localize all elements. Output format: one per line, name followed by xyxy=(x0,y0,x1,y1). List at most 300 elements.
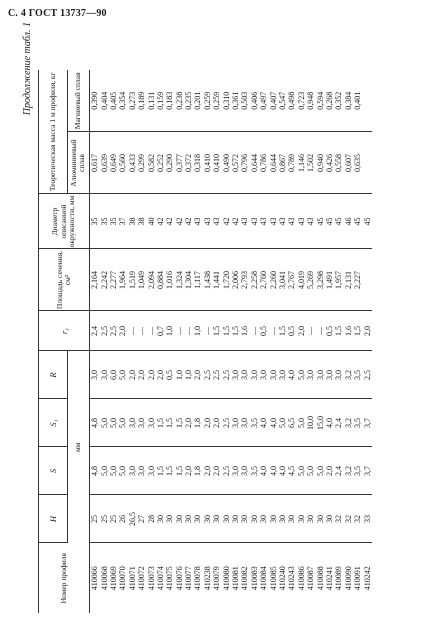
table-cell: 45 xyxy=(315,194,324,249)
table-cell: 4,0 xyxy=(268,399,277,447)
table-cell: 3,0 xyxy=(240,351,249,399)
page-header: С. 4 ГОСТ 13737—90 xyxy=(8,8,107,19)
table-cell: 1,304 xyxy=(184,249,193,311)
table-cell: — xyxy=(137,311,146,351)
table-row xyxy=(297,70,306,613)
table-cell: — xyxy=(175,311,184,351)
table-cell: 0,940 xyxy=(315,132,324,194)
table-cell: 410072 xyxy=(137,566,147,591)
table-cell: 1,720 xyxy=(221,249,230,311)
table-cell: 0,235 xyxy=(184,70,193,132)
col-header-mm: мм xyxy=(67,351,89,543)
table-cell: 0,796 xyxy=(240,132,249,194)
table-cell: 3,0 xyxy=(240,399,249,447)
table-cell: 43 xyxy=(287,194,296,249)
table-cell: 0,259 xyxy=(203,70,212,132)
table-cell: 1,0 xyxy=(175,351,184,399)
table-cell: 30 xyxy=(306,495,315,543)
table-cell: 43 xyxy=(193,194,202,249)
table-cell: 4,8 xyxy=(90,447,100,495)
table-cell: 1,502 xyxy=(306,132,315,194)
table-cell: 410078 xyxy=(193,566,203,591)
table-cell: 2,0 xyxy=(156,351,165,399)
table-cell: 1,519 xyxy=(128,249,137,311)
table-cell: — xyxy=(268,311,277,351)
table-cell: 0,159 xyxy=(156,70,165,132)
table-cell: 3,0 xyxy=(137,447,146,495)
table-cell: 410071 xyxy=(127,566,137,591)
table-cell: 410076 xyxy=(174,566,184,591)
table-cell: 15,0 xyxy=(315,399,324,447)
table-cell: 30 xyxy=(231,495,240,543)
table-cell: 410086 xyxy=(296,566,306,591)
table-cell: 1,441 xyxy=(212,249,221,311)
table-row xyxy=(128,70,137,613)
table-cell: 5,0 xyxy=(109,399,118,447)
table-cell: 42 xyxy=(184,194,193,249)
table-row xyxy=(99,70,108,613)
table-cell: 5,0 xyxy=(278,399,287,447)
table-cell: 5,0 xyxy=(99,399,108,447)
table-row xyxy=(118,70,127,613)
table-row xyxy=(146,70,155,613)
table-cell: 1,5 xyxy=(278,311,287,351)
table-cell: 2,0 xyxy=(212,447,221,495)
table-cell: 4,0 xyxy=(325,399,334,447)
table-cell: 43 xyxy=(268,194,277,249)
table-cell: 2,0 xyxy=(137,351,146,399)
table-cell: 5,269 xyxy=(306,249,315,311)
table-cell: 3,0 xyxy=(128,447,137,495)
table-cell: 2,4 xyxy=(334,447,343,495)
col-header-aluminum: Алюминиевый сплав xyxy=(67,132,89,194)
table-cell: 0,384 xyxy=(344,70,353,132)
table-cell: 30 xyxy=(297,495,306,543)
table-cell: 1,491 xyxy=(325,249,334,311)
table-cell: 1,964 xyxy=(118,249,127,311)
table-cell: 43 xyxy=(278,194,287,249)
table-cell: 26 xyxy=(118,495,127,543)
table-row xyxy=(268,70,277,613)
table-cell: 2,277 xyxy=(109,249,118,311)
table-cell: 3,0 xyxy=(128,399,137,447)
table-cell xyxy=(362,70,371,132)
table-row xyxy=(156,70,165,613)
table-row xyxy=(165,70,174,613)
table-cell: 33 xyxy=(362,495,371,543)
table-row xyxy=(212,70,221,613)
table-cell: 0,352 xyxy=(334,70,343,132)
table-cell: 42 xyxy=(175,194,184,249)
table-row xyxy=(137,70,146,613)
table-cell: 0,635 xyxy=(353,132,362,194)
table-cell: 410091 xyxy=(353,566,363,591)
table-cell: 3,0 xyxy=(231,351,240,399)
table-cell: 0,406 xyxy=(250,70,259,132)
table-cell: 0,503 xyxy=(240,70,249,132)
table-cell: 1,5 xyxy=(175,399,184,447)
table-cell: 0,372 xyxy=(184,132,193,194)
table-cell: 3,0 xyxy=(315,351,324,399)
table-cell: 4,0 xyxy=(268,447,277,495)
table-cell: 0,318 xyxy=(193,132,202,194)
table-cell: 30 xyxy=(221,495,230,543)
table-cell: 0,5 xyxy=(287,311,296,351)
table-cell: 0,547 xyxy=(278,70,287,132)
table-cell: 1,049 xyxy=(137,249,146,311)
table-cell: 1,5 xyxy=(156,399,165,447)
table-cell: 0,131 xyxy=(146,70,155,132)
table-cell: 38 xyxy=(128,194,137,249)
table-cell: 1,5 xyxy=(212,311,221,351)
table-cell: 3,5 xyxy=(250,447,259,495)
table-cell: — xyxy=(306,311,315,351)
table-cell: 0,490 xyxy=(221,132,230,194)
table-cell: 1,016 xyxy=(165,249,174,311)
table-row xyxy=(109,70,118,613)
col-header-r1: r₁ xyxy=(39,311,90,351)
table-cell: 1,957 xyxy=(334,249,343,311)
table-cell: 410074 xyxy=(155,566,165,591)
table-cell: 27 xyxy=(137,495,146,543)
table-cell: 30 xyxy=(156,495,165,543)
table-cell: 1,146 xyxy=(297,132,306,194)
table-cell: 0,649 xyxy=(109,132,118,194)
table-cell: 3,5 xyxy=(353,399,362,447)
table-cell: 2,0 xyxy=(325,447,334,495)
table-cell xyxy=(362,132,371,194)
table-cell: 5,0 xyxy=(118,399,127,447)
table-cell: 410085 xyxy=(268,566,278,591)
table-cell: 1,324 xyxy=(175,249,184,311)
table-cell: 43 xyxy=(203,194,212,249)
table-cell: 30 xyxy=(250,495,259,543)
table-cell: 2,0 xyxy=(203,447,212,495)
table-cell: 0,252 xyxy=(156,132,165,194)
table-cell: 30 xyxy=(278,495,287,543)
table-cell: 0,884 xyxy=(156,249,165,311)
col-header-s: S xyxy=(39,447,68,495)
table-cell: 0,426 xyxy=(325,132,334,194)
table-cell: 30 xyxy=(287,495,296,543)
table-cell: 410079 xyxy=(212,566,222,591)
table-cell: 410090 xyxy=(343,566,353,591)
table-row xyxy=(221,70,230,613)
table-cell: 43 xyxy=(212,194,221,249)
table-cell: 35 xyxy=(99,194,108,249)
table-cell: 2,4 xyxy=(334,399,343,447)
table-cell: 45 xyxy=(334,194,343,249)
table-cell: 410073 xyxy=(146,566,156,591)
table-cell: 2,793 xyxy=(240,249,249,311)
table-cell: — xyxy=(146,311,155,351)
table-cell: 3,0 xyxy=(99,351,108,399)
table-cell: 2,5 xyxy=(362,351,371,399)
table-cell: 3,0 xyxy=(325,351,334,399)
table-cell: 2,242 xyxy=(99,249,108,311)
table-cell: 0,183 xyxy=(165,70,174,132)
table-cell: 2,260 xyxy=(268,249,277,311)
table-cell: 30 xyxy=(184,495,193,543)
col-header-s1: S₁ xyxy=(39,399,68,447)
table-cell: 2,5 xyxy=(221,351,230,399)
col-header-area: Площадь сечения, см² xyxy=(39,249,90,311)
table-cell: 2,258 xyxy=(250,249,259,311)
table-cell: 5,0 xyxy=(306,447,315,495)
table-cell: 1,117 xyxy=(193,249,202,311)
table-cell: 0,377 xyxy=(175,132,184,194)
table-cell: — xyxy=(250,311,259,351)
table-cell: 2,0 xyxy=(146,351,155,399)
table-cell: 2,5 xyxy=(109,311,118,351)
table-cell: 3,2 xyxy=(344,399,353,447)
table-row xyxy=(184,70,193,613)
table-cell: 1,6 xyxy=(344,311,353,351)
table-cell: 32 xyxy=(344,495,353,543)
table-cell: 0,594 xyxy=(315,70,324,132)
continuation-label: Продолжение табл. 1 xyxy=(22,22,33,116)
table-cell: 32 xyxy=(353,495,362,543)
col-header-number: Номер профиля xyxy=(39,543,90,613)
rotated-table-area xyxy=(20,18,415,613)
table-row xyxy=(287,70,296,613)
table-cell: 2,006 xyxy=(231,249,240,311)
table-cell: 30 xyxy=(193,495,202,543)
table-cell: 0,5 xyxy=(325,311,334,351)
table-cell: 2,5 xyxy=(221,447,230,495)
table-cell: 45 xyxy=(362,194,371,249)
table-cell: 2,5 xyxy=(203,351,212,399)
table-cell: 0,560 xyxy=(118,132,127,194)
table-cell: 2,131 xyxy=(344,249,353,311)
table-row xyxy=(325,70,334,613)
table-cell: 0,273 xyxy=(128,70,137,132)
table-cell: 3,2 xyxy=(344,447,353,495)
table-cell: 2,164 xyxy=(90,249,100,311)
table-row xyxy=(90,70,100,613)
table-row xyxy=(203,70,212,613)
table-cell: 5,0 xyxy=(99,447,108,495)
table-cell: 2,0 xyxy=(203,399,212,447)
table-cell: 43 xyxy=(259,194,268,249)
table-cell: 3,0 xyxy=(278,351,287,399)
table-cell: 410081 xyxy=(231,566,241,591)
table-cell: 30 xyxy=(259,495,268,543)
table-cell: 0,407 xyxy=(268,70,277,132)
col-header-diameter: Диаметр описанной окружности, мм xyxy=(39,194,90,249)
table-cell: 30 xyxy=(268,495,277,543)
table-cell: 5,0 xyxy=(118,351,127,399)
table-cell: 1,438 xyxy=(203,249,212,311)
table-cell: — xyxy=(128,311,137,351)
table-cell: 0,238 xyxy=(175,70,184,132)
table-cell: 6,5 xyxy=(287,399,296,447)
table-cell: 1,6 xyxy=(240,311,249,351)
table-cell: 2,0 xyxy=(193,351,202,399)
table-cell: 0,299 xyxy=(137,132,146,194)
table-cell: 45 xyxy=(325,194,334,249)
table-cell: — xyxy=(184,311,193,351)
table-cell: 3,7 xyxy=(362,399,371,447)
table-cell: 0,189 xyxy=(137,70,146,132)
table-cell: 3,0 xyxy=(137,399,146,447)
table-row xyxy=(250,70,259,613)
col-header-h: H xyxy=(39,495,68,543)
table-cell: 2,4 xyxy=(90,311,100,351)
table-cell: 0,789 xyxy=(287,132,296,194)
table-cell: 5,0 xyxy=(297,399,306,447)
table-cell: 410069 xyxy=(108,566,118,591)
table-cell: 3,0 xyxy=(268,351,277,399)
table-cell: 3,0 xyxy=(231,399,240,447)
table-cell: 410080 xyxy=(221,566,231,591)
table-cell: 28 xyxy=(146,495,155,543)
table-cell: 0,644 xyxy=(250,132,259,194)
table-cell: 30 xyxy=(315,495,324,543)
table-cell: 3,2 xyxy=(344,351,353,399)
table-cell: 1,0 xyxy=(184,351,193,399)
col-header-mass: Теоретическая масса 1 м профиля, кг xyxy=(39,70,68,194)
table-cell: 2,5 xyxy=(212,351,221,399)
table-cell: 0,405 xyxy=(109,70,118,132)
table-cell: 410075 xyxy=(165,566,175,591)
table-cell: 1,5 xyxy=(175,447,184,495)
table-cell: 0,607 xyxy=(344,132,353,194)
table-cell: 2,0 xyxy=(297,311,306,351)
table-cell: 37 xyxy=(118,194,127,249)
table-cell: 1,5 xyxy=(165,399,174,447)
table-cell: 1,5 xyxy=(156,447,165,495)
table-cell: 3,298 xyxy=(315,249,324,311)
table-cell: 0,948 xyxy=(306,70,315,132)
table-cell: 2,760 xyxy=(259,249,268,311)
table-cell: 4,0 xyxy=(278,447,287,495)
table-cell: 3,0 xyxy=(334,351,343,399)
col-header-r: R xyxy=(39,351,68,399)
table-cell: 38 xyxy=(137,194,146,249)
table-cell: 1,5 xyxy=(334,311,343,351)
table-cell: 2,0 xyxy=(184,399,193,447)
table-cell: 25 xyxy=(99,495,108,543)
table-cell: 4,0 xyxy=(259,447,268,495)
table-cell: 1,5 xyxy=(353,311,362,351)
table-cell: 1,8 xyxy=(193,399,202,447)
table-body xyxy=(90,70,372,613)
table-cell: 0,259 xyxy=(212,70,221,132)
table-cell: 0,644 xyxy=(268,132,277,194)
table-cell: 0,572 xyxy=(231,132,240,194)
table-cell: 30 xyxy=(175,495,184,543)
table-cell: 2,5 xyxy=(99,311,108,351)
table-cell: 4,8 xyxy=(90,399,100,447)
table-cell: 4,5 xyxy=(287,447,296,495)
table-cell: 1,5 xyxy=(221,311,230,351)
table-cell: 6,0 xyxy=(109,351,118,399)
table-cell: 0,404 xyxy=(99,70,108,132)
table-cell: 42 xyxy=(231,194,240,249)
table-cell: 0,410 xyxy=(212,132,221,194)
table-cell: 0,354 xyxy=(118,70,127,132)
table-cell: 46 xyxy=(344,194,353,249)
table-cell: — xyxy=(203,311,212,351)
table-cell: 3,5 xyxy=(353,447,362,495)
table-cell: 42 xyxy=(165,194,174,249)
table-row xyxy=(240,70,249,613)
table-cell: 43 xyxy=(250,194,259,249)
table-cell: 2,0 xyxy=(184,447,193,495)
table-cell xyxy=(362,249,371,311)
table-cell: 5,0 xyxy=(297,351,306,399)
table-cell: 3,5 xyxy=(353,351,362,399)
table-cell: 0,5 xyxy=(259,311,268,351)
table-cell: 1,0 xyxy=(193,311,202,351)
table-cell: 25 xyxy=(90,495,100,543)
table-cell: 1,8 xyxy=(193,447,202,495)
table-cell: 26,5 xyxy=(128,495,137,543)
table-cell: 0,310 xyxy=(221,70,230,132)
table-cell: 0,410 xyxy=(203,132,212,194)
table-cell: 2,5 xyxy=(221,399,230,447)
table-cell: 10,0 xyxy=(306,399,315,447)
table-row xyxy=(334,70,343,613)
table-cell: 3,7 xyxy=(362,447,371,495)
table-cell: 30 xyxy=(212,495,221,543)
table-cell: 30 xyxy=(240,495,249,543)
table-cell: 35 xyxy=(90,194,100,249)
table-cell: 42 xyxy=(156,194,165,249)
table-cell: 0,867 xyxy=(278,132,287,194)
table-cell: 5,0 xyxy=(297,447,306,495)
table-cell: 0,390 xyxy=(90,70,100,132)
table-row xyxy=(231,70,240,613)
table-cell: 30 xyxy=(165,495,174,543)
table-cell: 0,5 xyxy=(165,351,174,399)
col-header-magnesium: Магниевый сплав xyxy=(67,70,89,132)
table-cell: 410089 xyxy=(334,566,344,591)
table-cell: 0,639 xyxy=(99,132,108,194)
table-cell: 3,0 xyxy=(240,447,249,495)
table-cell: 410243 xyxy=(287,566,297,591)
table-cell: 0,361 xyxy=(231,70,240,132)
table-cell: 3,5 xyxy=(250,399,259,447)
table-cell: 410240 xyxy=(278,566,287,591)
table-cell: 5,0 xyxy=(118,447,127,495)
table-cell: 0,723 xyxy=(297,70,306,132)
table-cell: 0,7 xyxy=(156,311,165,351)
table-cell: 4,0 xyxy=(259,399,268,447)
table-cell: 30 xyxy=(203,495,212,543)
table-cell: 3,0 xyxy=(146,399,155,447)
table-cell: 410088 xyxy=(315,566,325,591)
table-cell: 42 xyxy=(221,194,230,249)
table-cell: 2,0 xyxy=(128,351,137,399)
table-cell: 4,0 xyxy=(287,351,296,399)
table-cell: 410241 xyxy=(324,566,334,591)
table-cell: 2,0 xyxy=(118,311,127,351)
table-row xyxy=(193,70,202,613)
table-cell: 35 xyxy=(109,194,118,249)
table-cell: 2,767 xyxy=(287,249,296,311)
table-cell: 3,0 xyxy=(306,351,315,399)
table-cell: 410084 xyxy=(259,566,269,591)
table-cell: 3,0 xyxy=(231,447,240,495)
table-cell: 0,268 xyxy=(325,70,334,132)
table-cell: 43 xyxy=(240,194,249,249)
table-row xyxy=(362,70,371,613)
table-cell: 45 xyxy=(353,194,362,249)
table-cell: 0,201 xyxy=(193,70,202,132)
table-cell: 0,497 xyxy=(259,70,268,132)
